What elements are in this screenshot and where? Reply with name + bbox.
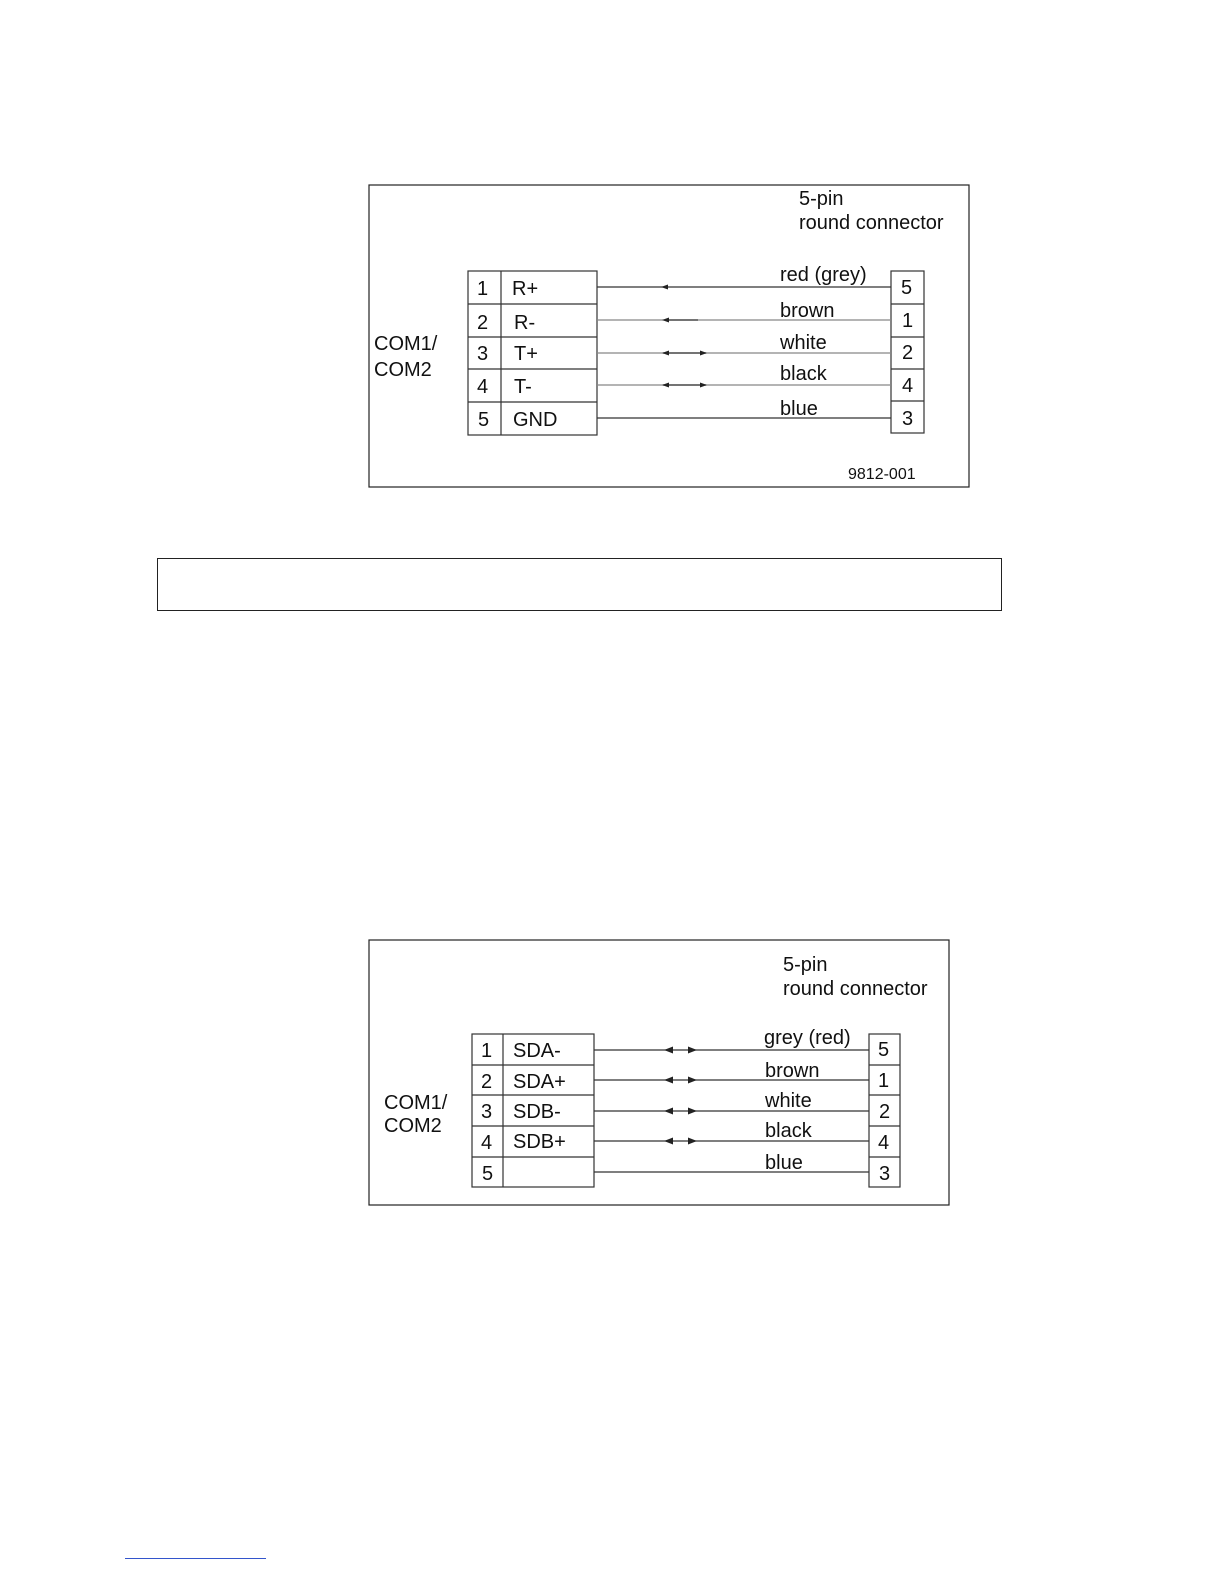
wire [594,1120,869,1145]
wire [597,398,891,420]
left-pin-signal: SDB+ [513,1131,566,1153]
wire-color-label: white [780,332,827,354]
wire [594,1060,869,1084]
arrow-left-icon [662,383,669,388]
connector-title-line2: round connector [799,212,944,234]
arrow-right-icon [700,383,707,388]
arrow-left-icon [664,1047,673,1054]
right-pin-number: 4 [878,1132,890,1154]
arrow-right-icon [688,1077,697,1084]
left-pin-signal: SDB- [513,1101,561,1123]
wire-color-label: blue [765,1152,803,1174]
left-pin-number: 2 [477,312,489,334]
right-pin-number: 4 [902,375,914,397]
left-pin-signal: R- [514,312,536,334]
right-pin-number: 5 [878,1039,890,1061]
wire-color-label: grey (red) [764,1027,851,1049]
wire [597,264,891,290]
connector-title-line1: 5-pin [783,954,828,976]
left-pin-signal: T+ [514,343,538,365]
right-terminal-block [891,271,924,433]
left-pin-number: 1 [481,1040,493,1062]
connector-title-line2: round connector [783,978,928,1000]
wire-color-label: black [765,1120,812,1142]
left-pin-number: 5 [478,409,490,431]
left-pin-number: 2 [481,1071,493,1093]
port-label-line2: COM2 [384,1115,442,1137]
arrow-left-icon [664,1077,673,1084]
wire [594,1090,869,1115]
arrow-left-icon [661,285,668,290]
left-pin-number: 1 [477,278,489,300]
wire-color-label: brown [765,1060,820,1082]
arrow-right-icon [688,1138,697,1145]
port-label-line1: COM1/ [384,1092,448,1114]
right-pin-number: 3 [879,1163,891,1185]
arrow-left-icon [662,351,669,356]
left-terminal-block [468,271,597,435]
wire-color-label: white [765,1090,812,1112]
wire-color-label: red (grey) [780,264,867,286]
left-pin-number: 3 [481,1101,493,1123]
left-pin-number: 5 [482,1163,494,1185]
arrow-left-icon [664,1108,673,1115]
arrow-right-icon [688,1108,697,1115]
left-pin-signal: T- [514,376,532,398]
right-pin-number: 1 [902,310,914,332]
right-terminal-block [869,1034,900,1187]
figure-id: 9812-001 [848,466,916,483]
left-pin-signal: SDA- [513,1040,561,1062]
right-pin-number: 5 [901,277,913,299]
left-pin-number: 3 [477,343,489,365]
right-pin-number: 3 [902,408,914,430]
left-pin-number: 4 [477,376,489,398]
right-pin-number: 1 [878,1070,890,1092]
wire [594,1152,869,1174]
wiring-diagram-2 [369,940,949,1205]
note-box [157,558,1002,611]
wiring-diagram-1 [369,185,969,487]
port-label-line2: COM2 [374,359,432,381]
left-pin-signal: GND [513,409,558,431]
left-pin-number: 4 [481,1132,493,1154]
right-pin-number: 2 [879,1101,891,1123]
arrow-left-icon [664,1138,673,1145]
wire [594,1027,869,1054]
left-terminal-block [472,1034,594,1187]
wire [597,363,891,388]
right-pin-number: 2 [902,342,914,364]
wire-color-label: black [780,363,827,385]
arrow-right-icon [688,1047,697,1054]
wire [597,300,891,323]
port-label-line1: COM1/ [374,333,438,355]
footnote-rule [125,1558,266,1559]
left-pin-signal: R+ [512,278,539,300]
wire-color-label: blue [780,398,818,420]
wire [597,332,891,356]
arrow-right-icon [700,351,707,356]
arrow-left-icon [662,318,669,323]
connector-title-line1: 5-pin [799,188,844,210]
wire-color-label: brown [780,300,835,322]
left-pin-signal: SDA+ [513,1071,566,1093]
